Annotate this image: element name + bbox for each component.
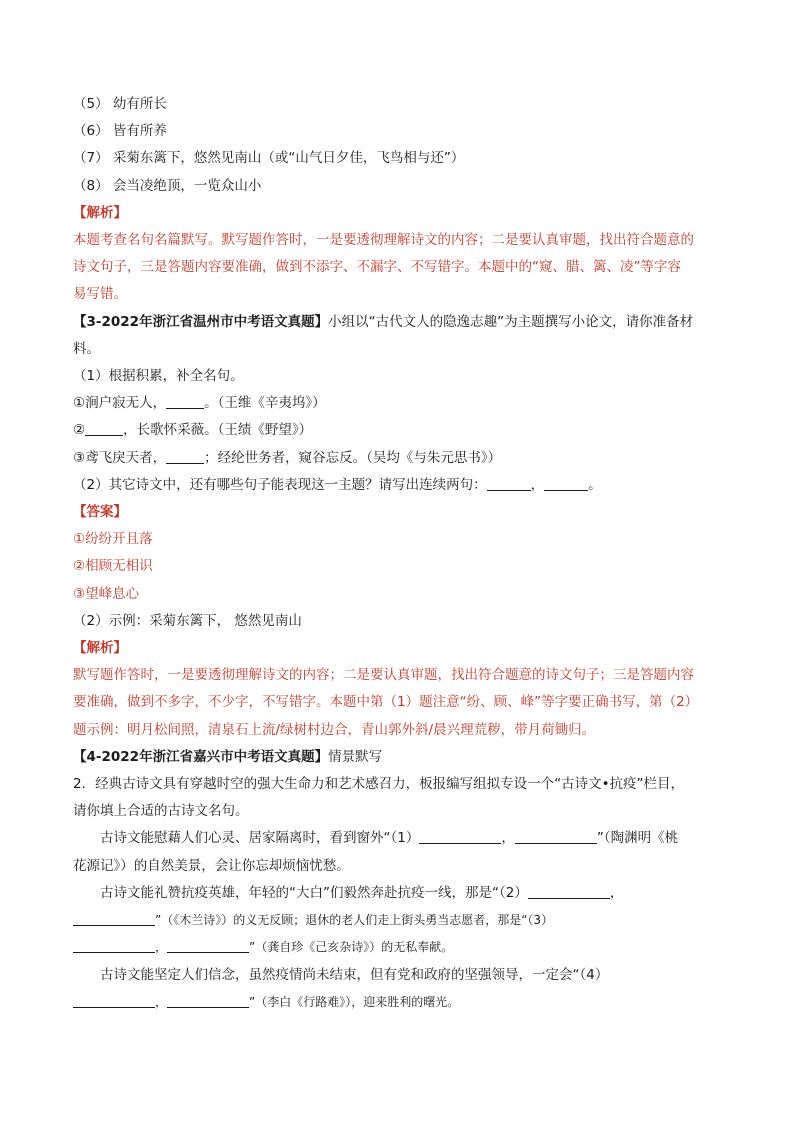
question-3-sub1: （1）根据积累，补全名句。 bbox=[73, 368, 244, 385]
answer-blank[interactable] bbox=[515, 829, 597, 844]
answer-item-6: （6） 皆有所养 bbox=[73, 123, 167, 140]
question-title: 【4-2022年浙江省嘉兴市中考语文真题】 bbox=[73, 748, 329, 765]
analysis-line: 要准确，做到不多字，不少字，不写错字。本题中第（1）题注意“纷、顾、峰”等字要正确书写，第（2） bbox=[73, 694, 699, 711]
answer-blank[interactable] bbox=[166, 449, 204, 464]
question-3-line2: ② ，长歌怀采薇。（王绩《野望》） bbox=[73, 422, 313, 439]
question-4-intro: 请你填上合适的古诗文名句。 bbox=[73, 803, 249, 820]
question-4-header: 【4-2022年浙江省嘉兴市中考语文真题】情景默写 bbox=[73, 748, 383, 765]
question-3-intro-cont: 料。 bbox=[73, 340, 100, 357]
question-4-paragraph-2-cont: ”（《木兰诗》）的义无反顾；退休的老人们走上街头勇当志愿者，那是“（3） bbox=[73, 907, 733, 934]
answer-heading: 【答案】 bbox=[73, 504, 127, 521]
question-3-sub2: （2）其它诗文中，还有哪些句子能表现这一主题？请写出连续两句： ， 。 bbox=[73, 476, 602, 493]
question-4-intro: 2．经典古诗文具有穿越时空的强大生命力和艺术感召力，板报编写组拟专设一个“古诗文•抗疫”栏目， bbox=[73, 776, 685, 793]
answer-blank[interactable] bbox=[85, 421, 123, 436]
answer-blank[interactable] bbox=[167, 993, 249, 1008]
question-3-line1: ①涧户寂无人， 。（王维《辛夷坞》） bbox=[73, 395, 326, 412]
answer-blank[interactable] bbox=[167, 938, 249, 953]
answer-blank[interactable] bbox=[528, 884, 610, 899]
question-3-line3: ③鸢飞戾天者， ；经纶世务者，窥谷忘反。（吴均《与朱元思书》） bbox=[73, 449, 502, 466]
answer-blank[interactable] bbox=[166, 394, 204, 409]
analysis-line: 题示例：明月松间照，清泉石上流/绿树村边合，青山郭外斜/晨兴理荒秽，带月荷锄归。 bbox=[73, 721, 596, 738]
question-title: 【3-2022年浙江省温州市中考语文真题】 bbox=[73, 313, 329, 330]
answer-item-5: （5） 幼有所长 bbox=[73, 96, 167, 112]
answer-item-8: （8） 会当凌绝顶，一览众山小 bbox=[73, 177, 262, 194]
question-4-paragraph-1-cont: 花源记》）的自然美景，会让你忘却烦恼忧愁。 bbox=[73, 857, 350, 874]
answer-blank[interactable] bbox=[73, 993, 155, 1008]
analysis-line: 易写错。 bbox=[73, 286, 127, 303]
answer-line: ①纷纷开且落 bbox=[73, 531, 153, 548]
answer-blank[interactable] bbox=[73, 938, 155, 953]
analysis-heading: 【解析】 bbox=[73, 640, 127, 657]
answer-line: ②相顾无相识 bbox=[73, 558, 153, 575]
answer-blank[interactable] bbox=[487, 476, 531, 491]
analysis-line: 诗文句子，三是答题内容要准确，做到不添字、不漏字、不写错字。本题中的“窥、腊、篱、凌”等字容 bbox=[73, 259, 681, 276]
question-4-paragraph-2-cont: ， ”（龚自珍《己亥杂诗》）的无私奉献。 bbox=[73, 934, 733, 961]
answer-example: （2）示例：采菊东篱下， 悠然见南山 bbox=[73, 612, 302, 629]
analysis-line: 本题考查名句名篇默写。默写题作答时，一是要透彻理解诗文的内容；二是要认真审题，找出符合题意的 bbox=[73, 232, 694, 249]
answer-blank[interactable] bbox=[544, 476, 588, 491]
question-4-paragraph-1: 古诗文能慰藉人们心灵、居家隔离时，看到窗外“（1） ， ”（陶渊明《桃 bbox=[100, 830, 679, 847]
document-content bbox=[73, 91, 733, 1016]
analysis-heading: 【解析】 bbox=[73, 204, 127, 221]
answer-line: ③望峰息心 bbox=[73, 585, 140, 602]
question-4-paragraph-2: 古诗文能礼赞抗疫英雄，年轻的“大白”们毅然奔赴抗疫一线，那是“（2） ， bbox=[100, 884, 624, 901]
question-3-header: 【3-2022年浙江省温州市中考语文真题】小组以“古代文人的隐逸志趣”为主题撰写小论文，请你准备材 bbox=[73, 313, 694, 330]
analysis-line: 默写题作答时，一是要透彻理解诗文的内容；二是要认真审题，找出符合题意的诗文句子；三是答题内容 bbox=[73, 667, 694, 684]
question-4-paragraph-3: 古诗文能坚定人们信念，虽然疫情尚未结束，但有党和政府的坚强领导，一定会“（4） bbox=[100, 966, 609, 983]
question-4-paragraph-3-cont: ， ”（李白《行路难》），迎来胜利的曙光。 bbox=[73, 989, 733, 1016]
answer-blank[interactable] bbox=[73, 911, 155, 926]
answer-blank[interactable] bbox=[419, 829, 501, 844]
answer-item-7: （7） 采菊东篱下，悠然见南山（或“山气日夕佳，飞鸟相与还”） bbox=[73, 150, 465, 167]
